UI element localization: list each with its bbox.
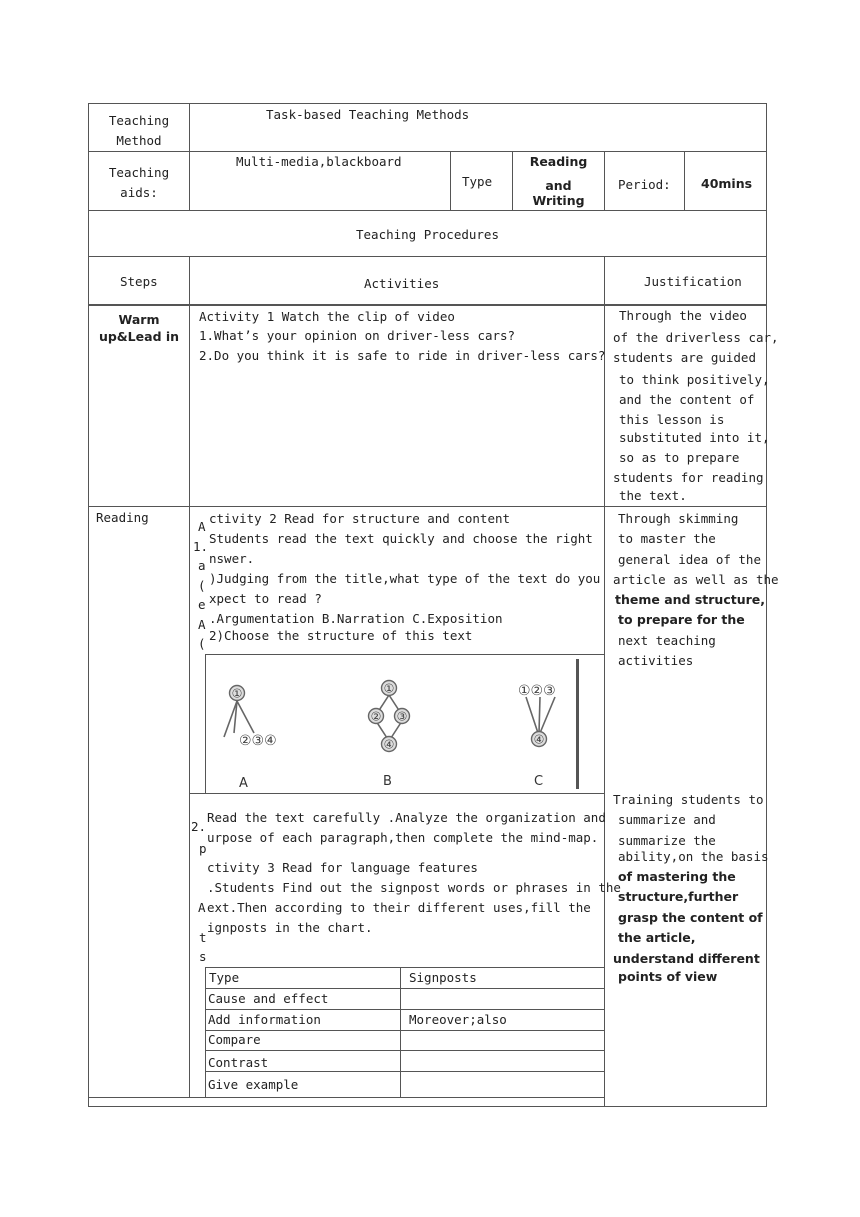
signpost-row-value[interactable]: Moreover;also bbox=[409, 1012, 507, 1027]
warmup-line-1: Activity 1 Watch the clip of video bbox=[199, 309, 455, 324]
diagram-b-top: ① bbox=[383, 681, 395, 696]
signpost-header-signposts: Signposts bbox=[409, 970, 477, 985]
structure-diagram bbox=[206, 655, 604, 793]
diagram-a-top: ① bbox=[231, 686, 243, 701]
step-warmup: Warm up&Lead in bbox=[98, 312, 180, 344]
diagram-label-a: A bbox=[239, 776, 248, 791]
diagram-b-left: ② bbox=[370, 709, 382, 724]
teaching-aids-value: Multi-media,blackboard bbox=[236, 154, 402, 169]
step-reading: Reading bbox=[96, 510, 149, 525]
signpost-row-type: Cause and effect bbox=[208, 991, 329, 1006]
activity-2-text: ctivity 2 Read for structure and content Students read the text quickly and choose the right nswer. )Judging from the title,what type of the text do you xpect to read ? .Argumentation B.Narration C.Exposition 2)Choose the structure of this text bbox=[209, 511, 601, 643]
warmup-justification: Through the video of the driverless car, students are guided to think positively, and the content of this lesson is substituted into it, so as to prepare students for reading the text. bbox=[613, 308, 779, 503]
diagram-label-c: C bbox=[534, 774, 544, 789]
reading-justification-1: Through skimming to master the general idea of the article as well as the theme and structure, to prepare for the next teaching activities bbox=[613, 511, 779, 669]
diagram-c-top: ①②③ bbox=[518, 683, 556, 699]
signpost-row-type: Add information bbox=[208, 1012, 321, 1027]
col-steps: Steps bbox=[120, 274, 158, 289]
teaching-method-value: Task-based Teaching Methods bbox=[266, 107, 470, 122]
period-value: 40mins bbox=[701, 176, 753, 191]
reading-justification-2: Training students to summarize and summarize the ability,on the basis of mastering the structure,further grasp the content of the article, understand different points of view bbox=[613, 792, 769, 984]
diagram-label-b: B bbox=[383, 774, 392, 789]
col-justification: Justification bbox=[644, 274, 742, 289]
diagram-c-bottom: ④ bbox=[533, 732, 545, 747]
type-label: Type bbox=[462, 174, 493, 189]
teaching-aids-label: Teaching aids: bbox=[108, 165, 170, 200]
diagram-b-right: ③ bbox=[396, 709, 408, 724]
diagram-b-bottom: ④ bbox=[383, 737, 395, 752]
warmup-line-3: 2.Do you think it is safe to ride in driver-less cars? bbox=[199, 348, 606, 363]
reading-side-chars-2: 2. p A t s bbox=[191, 819, 207, 964]
signpost-row-type: Compare bbox=[208, 1032, 261, 1047]
signpost-header-type: Type bbox=[209, 970, 240, 985]
col-activities: Activities bbox=[364, 276, 440, 291]
activity-3-text: Read the text carefully .Analyze the organization and urpose of each paragraph,then complete the mind-map. ctivity 3 Read for language features .Students Find out the signpost words or phrases in the ext.Then according to their different uses,fill the ignposts in the chart. bbox=[207, 810, 621, 935]
diagram-scan-edge bbox=[576, 659, 579, 789]
teaching-method-label: Teaching Method bbox=[108, 113, 170, 148]
type-value: Reading and Writing bbox=[529, 154, 588, 208]
signpost-row-type: Contrast bbox=[208, 1055, 269, 1070]
warmup-line-2: 1.What’s your opinion on driver-less cars? bbox=[199, 328, 516, 343]
procedures-title: Teaching Procedures bbox=[356, 227, 499, 242]
reading-side-chars-1: A 1. a ( e A ( bbox=[193, 519, 209, 651]
period-label: Period: bbox=[618, 177, 671, 192]
signpost-row-type: Give example bbox=[208, 1077, 299, 1092]
diagram-a-bottom: ②③④ bbox=[239, 733, 277, 749]
